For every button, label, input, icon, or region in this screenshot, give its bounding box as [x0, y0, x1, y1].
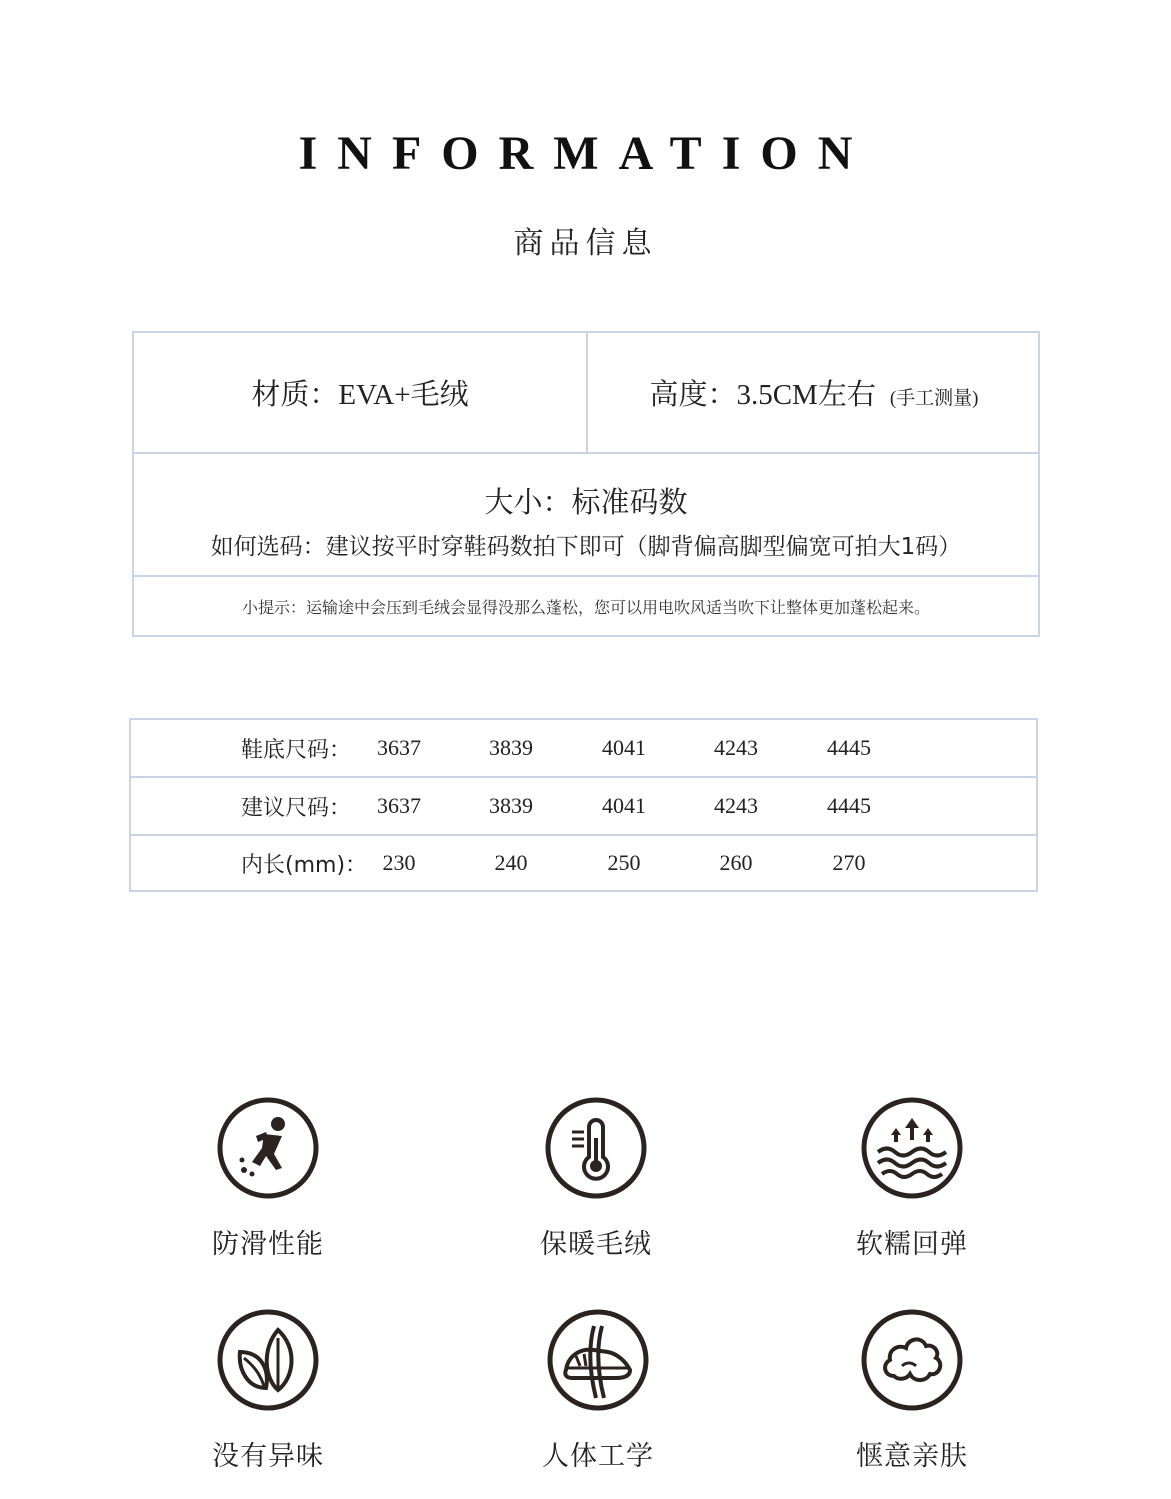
material-text: 材质：EVA+毛绒 — [251, 379, 469, 411]
feature-label: 软糯回弹 — [856, 1229, 968, 1260]
size-value: 250 — [607, 850, 641, 875]
tip-text: 小提示：运输途中会压到毛绒会显得没那么蓬松，您可以用电吹风适当吹下让整体更加蓬松起来。 — [241, 597, 930, 617]
feature-label: 保暖毛绒 — [540, 1229, 652, 1260]
row-label: 内长(mm)： — [241, 852, 368, 878]
feature-label: 惬意亲肤 — [856, 1441, 968, 1472]
size-value: 4445 — [827, 793, 871, 818]
size-value: 230 — [382, 850, 416, 875]
size-table — [129, 718, 1038, 892]
info-row-tip — [134, 577, 1038, 635]
thermometer-icon — [544, 1096, 648, 1200]
ergonomic-slipper-icon — [546, 1308, 650, 1412]
size-value: 4243 — [714, 793, 758, 818]
feature-no-odor — [158, 1308, 378, 1473]
height-note: (手工测量) — [889, 388, 979, 409]
height-text: 高度：3.5CM左右 — [649, 379, 876, 411]
info-row-size — [134, 454, 1038, 577]
row-label: 鞋底尺码： — [241, 737, 352, 763]
feature-warm — [486, 1096, 706, 1261]
size-value: 240 — [494, 850, 528, 875]
table-row — [131, 778, 1036, 836]
feature-label: 防滑性能 — [212, 1229, 324, 1260]
page-subtitle: 商品信息 — [513, 226, 658, 261]
info-row-material-height — [134, 333, 1038, 454]
size-value: 4445 — [827, 735, 871, 760]
size-value: 4041 — [602, 735, 646, 760]
anti-slip-icon — [216, 1096, 320, 1200]
height-cell — [588, 333, 1040, 452]
cloud-icon — [860, 1308, 964, 1412]
size-value: 3839 — [489, 735, 533, 760]
row-label: 建议尺码： — [241, 795, 352, 821]
feature-rebound — [802, 1096, 1022, 1261]
size-value: 3839 — [489, 793, 533, 818]
page-title: INFORMATION — [298, 127, 873, 180]
feature-anti-slip — [158, 1096, 378, 1261]
feature-label: 没有异味 — [212, 1441, 324, 1472]
size-value: 260 — [719, 850, 753, 875]
rebound-icon — [860, 1096, 964, 1200]
table-row — [131, 720, 1036, 778]
material-cell — [134, 333, 588, 452]
feature-ergonomic — [488, 1308, 708, 1473]
feature-skin-friendly — [802, 1308, 1022, 1473]
size-value: 3637 — [377, 793, 421, 818]
product-info-box — [132, 331, 1040, 637]
how-to-choose-text: 如何选码：建议按平时穿鞋码数拍下即可（脚背偏高脚型偏宽可拍大1码） — [210, 534, 962, 560]
size-value: 270 — [832, 850, 866, 875]
size-value: 3637 — [377, 735, 421, 760]
leaf-icon — [216, 1308, 320, 1412]
feature-label: 人体工学 — [542, 1441, 654, 1472]
size-text: 大小：标准码数 — [484, 485, 688, 519]
size-value: 4243 — [714, 735, 758, 760]
size-value: 4041 — [602, 793, 646, 818]
table-row — [131, 836, 1036, 890]
